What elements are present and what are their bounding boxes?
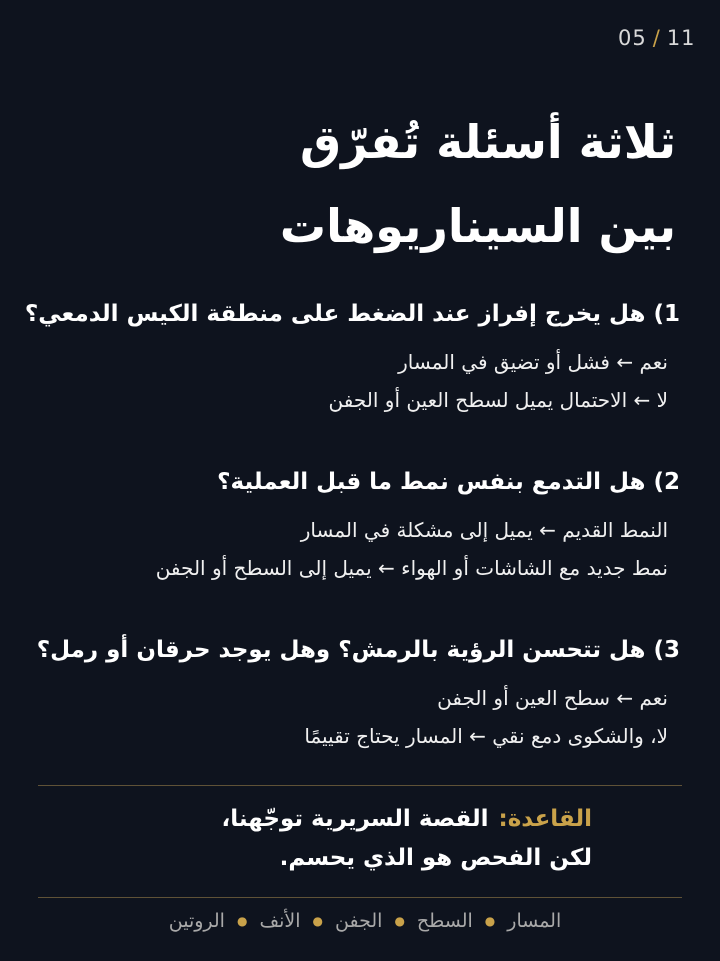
question-3: 3) هل تتحسن الرؤية بالرمش؟ وهل يوجد حرقان أو رمل؟ — [36, 637, 680, 663]
footer-item-nose: الأنف — [259, 910, 301, 932]
question-2: 2) هل التدمع بنفس نمط ما قبل العملية؟ — [217, 469, 680, 495]
divider-top — [38, 785, 682, 786]
question-block-1 — [24, 296, 680, 464]
page-separator: / — [652, 26, 661, 50]
question-1: 1) هل يخرج إفراز عند الضغط على منطقة الكيس الدمعي؟ — [24, 301, 680, 327]
question-1-answer-yes: نعم ← فشل أو تضيق في المسار — [398, 350, 668, 374]
page-current: 05 — [618, 26, 647, 50]
dot-separator: ● — [394, 914, 405, 928]
page-title — [36, 100, 676, 268]
dot-separator: ● — [484, 914, 496, 928]
title-line-1: ثلاثة أسئلة تُفرّق — [300, 115, 676, 169]
rule-text-2: لكن الفحص هو الذي يحسم. — [279, 845, 592, 871]
rule-box — [52, 800, 592, 878]
title-line-2: بين السيناريوهات — [279, 199, 676, 253]
question-1-answer-no: لا ← الاحتمال يميل لسطح العين أو الجفن — [328, 388, 668, 412]
dot-separator: ● — [312, 914, 324, 928]
divider-bottom — [38, 897, 682, 898]
question-2-answer-old-pattern: النمط القديم ← يميل إلى مشكلة في المسار — [300, 518, 668, 542]
footer-item-eyelid: الجفن — [335, 910, 383, 932]
question-3-answer-no: لا، والشكوى دمع نقي ← المسار يحتاج تقييمًا — [304, 724, 668, 748]
rule-label: القاعدة: — [498, 806, 592, 832]
footer-nav — [130, 910, 600, 932]
question-block-3 — [30, 632, 680, 800]
question-block-2 — [30, 464, 680, 632]
footer-item-path: المسار — [507, 910, 562, 932]
question-2-answer-new-pattern: نمط جديد مع الشاشات أو الهواء ← يميل إلى السطح أو الجفن — [155, 556, 668, 580]
rule-line-1 — [52, 800, 592, 839]
rule-text-1: القصة السريرية توجّهنا، — [221, 806, 489, 832]
questions-list — [24, 296, 680, 800]
question-3-answer-yes: نعم ← سطح العين أو الجفن — [437, 686, 668, 710]
dot-separator: ● — [236, 914, 248, 928]
footer-item-surface: السطح — [416, 910, 473, 932]
footer-item-routine: الروتين — [168, 910, 225, 932]
page-total: 11 — [666, 26, 696, 50]
page-counter — [618, 26, 696, 50]
